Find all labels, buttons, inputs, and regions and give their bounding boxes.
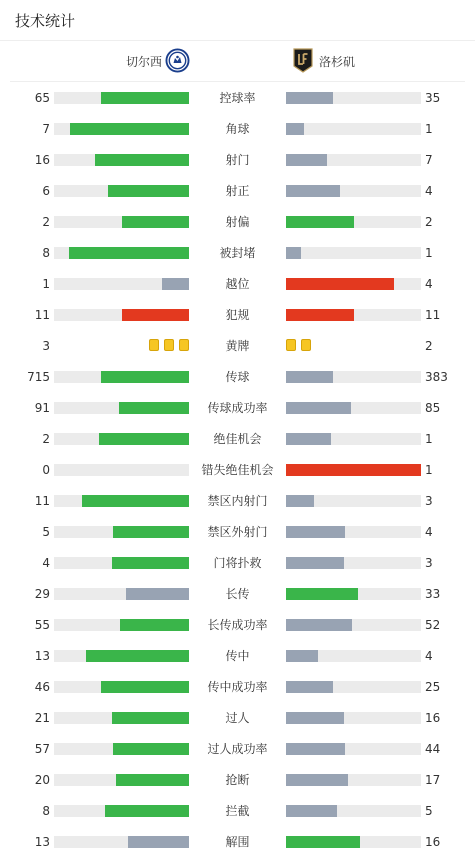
away-stat-value: 16 (425, 711, 441, 725)
away-stat-bar (286, 216, 421, 228)
away-bar-fill (286, 836, 360, 848)
home-bar-fill (82, 495, 189, 507)
stat-row (0, 617, 475, 648)
away-stat-value: 383 (425, 370, 448, 384)
stat-row (0, 679, 475, 710)
home-stat-value: 0 (42, 463, 50, 477)
away-stat-bar (286, 371, 421, 383)
home-bar-fill (101, 681, 189, 693)
stat-row (0, 648, 475, 679)
away-bar-fill (286, 402, 351, 414)
away-stat-value: 4 (425, 184, 433, 198)
stat-label: 长传 (225, 587, 250, 601)
yellow-card-icon (301, 339, 311, 351)
stat-label: 禁区外射门 (207, 525, 268, 539)
home-stat-bar (54, 247, 189, 259)
away-stat-bar (286, 495, 421, 507)
away-bar-fill (286, 526, 345, 538)
home-stat-value: 16 (34, 153, 50, 167)
home-bar-fill (99, 433, 189, 445)
stat-row (0, 772, 475, 803)
home-stat-value: 46 (34, 680, 50, 694)
stat-label: 射偏 (225, 215, 250, 229)
stat-label: 角球 (225, 122, 250, 136)
home-stat-value: 8 (42, 804, 50, 818)
stat-row (0, 400, 475, 431)
away-stat-bar (286, 92, 421, 104)
home-bar-fill (128, 836, 189, 848)
home-bar-fill (126, 588, 189, 600)
home-stat-bar (54, 650, 189, 662)
home-stat-value: 13 (34, 835, 50, 849)
away-bar-fill (286, 681, 333, 693)
stat-label: 过人 (225, 711, 250, 725)
away-stat-value: 25 (425, 680, 441, 694)
away-stat-value: 35 (425, 91, 441, 105)
away-bar-fill (286, 154, 327, 166)
away-stat-bar (286, 774, 421, 786)
stat-label: 射门 (225, 153, 250, 167)
away-stat-bar (286, 402, 421, 414)
stat-row (0, 338, 475, 369)
away-stat-value: 85 (425, 401, 441, 415)
home-stat-bar (54, 526, 189, 538)
away-stat-value: 4 (425, 649, 433, 663)
away-stat-bar (286, 247, 421, 259)
header-divider (10, 81, 465, 82)
away-stat-bar (286, 557, 421, 569)
lafc-logo-icon (293, 48, 313, 73)
away-stat-value: 4 (425, 525, 433, 539)
home-stat-bar (54, 588, 189, 600)
away-bar-fill (286, 123, 304, 135)
away-bar-fill (286, 247, 301, 259)
away-bar-fill (286, 805, 337, 817)
home-bar-fill (69, 247, 189, 259)
home-stat-bar (54, 92, 189, 104)
away-stat-value: 44 (425, 742, 441, 756)
stat-row (0, 710, 475, 741)
away-stat-bar (286, 309, 421, 321)
away-bar-fill (286, 278, 394, 290)
stat-row (0, 276, 475, 307)
stat-label: 被封堵 (219, 246, 256, 260)
yellow-card-icon (164, 339, 174, 351)
away-stat-value: 2 (425, 215, 433, 229)
stat-row (0, 90, 475, 121)
away-stat-value: 4 (425, 277, 433, 291)
stat-row (0, 152, 475, 183)
stat-row (0, 493, 475, 524)
away-stat-value: 2 (425, 339, 433, 353)
home-stat-value: 20 (34, 773, 50, 787)
home-stat-bar (54, 619, 189, 631)
home-stat-value: 715 (27, 370, 50, 384)
home-stat-bar (54, 681, 189, 693)
home-stat-bar (54, 278, 189, 290)
away-team-name: 洛杉矶 (319, 55, 356, 69)
away-bar-fill (286, 92, 333, 104)
stat-row (0, 803, 475, 834)
chelsea-logo-icon (165, 48, 190, 73)
stat-row (0, 834, 475, 865)
away-bar-fill (286, 619, 352, 631)
away-bar-fill (286, 464, 421, 476)
home-bar-fill (119, 402, 189, 414)
away-stat-bar (286, 650, 421, 662)
away-stat-bar (286, 526, 421, 538)
away-stat-bar (286, 588, 421, 600)
away-stat-bar (286, 123, 421, 135)
away-stat-bar (286, 743, 421, 755)
home-bar-fill (70, 123, 189, 135)
stat-label: 越位 (225, 277, 250, 291)
stat-row (0, 183, 475, 214)
away-stat-value: 1 (425, 122, 433, 136)
away-stat-bar (286, 433, 421, 445)
away-stat-value: 1 (425, 246, 433, 260)
home-stat-value: 6 (42, 184, 50, 198)
away-stat-value: 11 (425, 308, 441, 322)
home-stat-bar (54, 123, 189, 135)
away-stat-value: 17 (425, 773, 441, 787)
yellow-card-icon (286, 339, 296, 351)
stat-row (0, 307, 475, 338)
stat-label: 射正 (225, 184, 250, 198)
home-bar-fill (113, 526, 189, 538)
home-bar-fill (95, 154, 190, 166)
home-stat-bar (54, 216, 189, 228)
away-stat-bar (286, 154, 421, 166)
away-stat-value: 5 (425, 804, 433, 818)
stat-label: 解围 (225, 835, 250, 849)
stat-label: 传中成功率 (207, 680, 268, 694)
away-bar-fill (286, 371, 333, 383)
stat-label: 绝佳机会 (213, 432, 262, 446)
home-stat-value: 29 (34, 587, 50, 601)
stat-label: 传球成功率 (207, 401, 268, 415)
home-stat-bar (54, 495, 189, 507)
home-bar-fill (101, 371, 189, 383)
stat-label: 传中 (225, 649, 250, 663)
stat-row (0, 555, 475, 586)
home-stat-bar (54, 805, 189, 817)
home-bar-fill (122, 309, 190, 321)
stat-label: 控球率 (219, 91, 256, 105)
teams-header (0, 41, 475, 81)
away-bar-fill (286, 309, 354, 321)
home-stat-value: 91 (34, 401, 50, 415)
home-stat-value: 11 (34, 494, 50, 508)
home-stat-value: 55 (34, 618, 50, 632)
home-stat-bar (54, 433, 189, 445)
stat-row (0, 245, 475, 276)
home-stat-value: 13 (34, 649, 50, 663)
away-stat-value: 33 (425, 587, 441, 601)
stat-label: 禁区内射门 (207, 494, 268, 508)
away-bar-fill (286, 774, 348, 786)
away-stat-bar (286, 185, 421, 197)
page-title: 技术统计 (15, 12, 76, 30)
stat-row (0, 462, 475, 493)
home-bar-fill (108, 185, 189, 197)
home-bar-fill (112, 557, 189, 569)
away-bar-fill (286, 743, 345, 755)
home-bar-fill (112, 712, 189, 724)
home-stat-value: 65 (34, 91, 50, 105)
away-stat-bar (286, 836, 421, 848)
away-stat-bar (286, 681, 421, 693)
away-stat-value: 3 (425, 494, 433, 508)
away-bar-fill (286, 650, 318, 662)
stat-label: 错失绝佳机会 (201, 463, 274, 477)
home-stat-value: 1 (42, 277, 50, 291)
stat-label: 传球 (225, 370, 250, 384)
away-stat-bar (286, 464, 421, 476)
yellow-card-icon (149, 339, 159, 351)
stat-row (0, 431, 475, 462)
stat-label: 黄牌 (225, 339, 250, 353)
home-stat-bar (54, 154, 189, 166)
home-bar-fill (120, 619, 189, 631)
away-stat-value: 52 (425, 618, 441, 632)
away-stat-value: 1 (425, 463, 433, 477)
stat-label: 犯规 (225, 308, 250, 322)
home-stat-bar (54, 371, 189, 383)
home-stat-value: 4 (42, 556, 50, 570)
home-bar-fill (86, 650, 189, 662)
away-stat-bar (286, 805, 421, 817)
away-stat-value: 1 (425, 432, 433, 446)
away-bar-fill (286, 185, 340, 197)
home-bar-fill (116, 774, 189, 786)
away-bar-fill (286, 433, 331, 445)
home-stat-bar (54, 836, 189, 848)
home-stat-bar (54, 185, 189, 197)
home-bar-fill (162, 278, 189, 290)
home-stat-bar (54, 557, 189, 569)
away-bar-fill (286, 495, 314, 507)
home-stat-bar (54, 712, 189, 724)
home-bar-fill (113, 743, 189, 755)
home-bar-fill (105, 805, 189, 817)
stat-row (0, 369, 475, 400)
yellow-card-icon (179, 339, 189, 351)
home-stat-value: 57 (34, 742, 50, 756)
stat-row (0, 524, 475, 555)
away-bar-fill (286, 712, 344, 724)
stat-row (0, 586, 475, 617)
home-stat-bar (54, 743, 189, 755)
away-bar-fill (286, 557, 344, 569)
home-stat-value: 11 (34, 308, 50, 322)
home-stat-bar (54, 774, 189, 786)
stat-row (0, 214, 475, 245)
stat-label: 抢断 (225, 773, 250, 787)
home-stat-value: 3 (42, 339, 50, 353)
away-stat-bar (286, 712, 421, 724)
stat-label: 过人成功率 (207, 742, 268, 756)
home-stat-bar (54, 402, 189, 414)
home-team-name: 切尔西 (126, 55, 163, 69)
home-stat-bar (54, 309, 189, 321)
stat-label: 门将扑救 (213, 556, 262, 570)
stat-row (0, 121, 475, 152)
home-stat-value: 21 (34, 711, 50, 725)
home-stat-value: 8 (42, 246, 50, 260)
away-bar-fill (286, 216, 354, 228)
home-stat-value: 2 (42, 432, 50, 446)
home-bar-fill (122, 216, 190, 228)
away-stat-value: 16 (425, 835, 441, 849)
away-stat-value: 7 (425, 153, 433, 167)
home-stat-value: 5 (42, 525, 50, 539)
away-stat-bar (286, 619, 421, 631)
stat-row (0, 741, 475, 772)
away-bar-fill (286, 588, 358, 600)
away-stat-bar (286, 278, 421, 290)
stat-label: 长传成功率 (207, 618, 268, 632)
home-bar-fill (101, 92, 189, 104)
away-stat-value: 3 (425, 556, 433, 570)
home-stat-value: 2 (42, 215, 50, 229)
home-stat-bar (54, 464, 189, 476)
home-stat-value: 7 (42, 122, 50, 136)
stat-label: 拦截 (225, 804, 250, 818)
